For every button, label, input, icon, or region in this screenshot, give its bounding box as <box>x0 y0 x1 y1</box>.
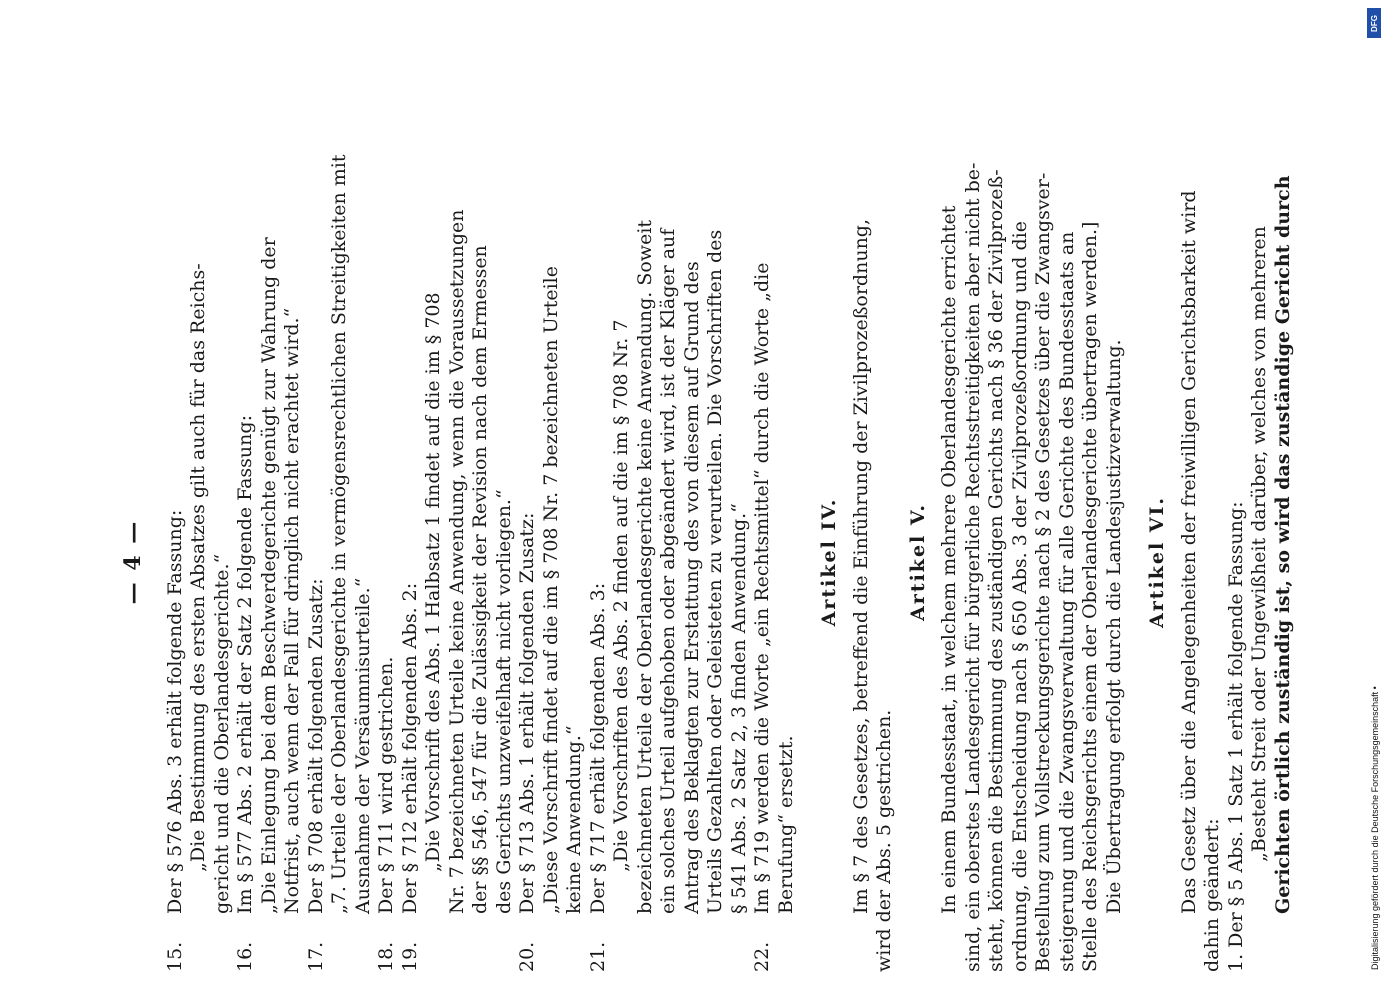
amendment-line <box>728 152 752 972</box>
article-6-line: 1. Der § 5 Abs. 1 Satz 1 erhält folgende Fassung: <box>1224 501 1247 972</box>
amendment-line <box>328 152 352 972</box>
amendment-line <box>469 152 493 972</box>
amendment-line <box>610 152 634 972</box>
amendment-text: „Diese Vorschrift findet auf die im § 708 Nr. 7 bezeichneten Urteile <box>539 265 562 914</box>
article-4-line-2: wird der Abs. 5 gestrichen. <box>873 709 895 972</box>
amendment-line <box>164 152 188 972</box>
page-content <box>110 152 1294 972</box>
amendment-number: 17. <box>304 941 327 972</box>
amendment-line <box>305 152 329 972</box>
amendment-number: 18. <box>375 941 397 972</box>
amendment-text: des Gerichts unzweifelhaft nicht vorliegen.“ <box>492 489 515 914</box>
article-4-line-1: Im § 7 des Gesetzes, betreffend die Einführung der Zivilprozeßordnung, <box>849 218 872 914</box>
article-6-heading: Artikel VI. <box>1146 495 1168 629</box>
amendment-line <box>634 152 658 972</box>
amendment-line <box>704 152 728 972</box>
dfg-logo-text: DFG <box>1369 14 1379 32</box>
article-5-line: sind, ein oberstes Landesgericht für bürgerliche Rechtsstreitigkeiten aber nicht be- <box>961 162 984 972</box>
amendment-text: „Die Vorschriften des Abs. 2 finden auf die im § 708 Nr. 7 <box>610 319 632 872</box>
amendment-text: „7. Urteile der Oberlandesgerichte in vermögensrechtlichen Streitigkeiten mit <box>328 154 350 914</box>
amendment-line <box>540 152 564 972</box>
amendment-line <box>516 152 540 972</box>
article-6-line: dahin geändert: <box>1201 818 1223 972</box>
amendment-line <box>681 152 705 972</box>
article-5-line: ordnung, die Entscheidung nach § 650 Abs. 3 der Zivilprozeßordnung und die <box>1008 221 1031 972</box>
article-5-line: In einem Bundesstaat, in welchem mehrere Oberlandesgerichte errichtet <box>938 205 960 914</box>
article-5-line: Stelle des Reichsgerichts einem der Oberlandesgerichte übertragen werden.] <box>1079 221 1101 972</box>
amendment-line <box>493 152 517 972</box>
amendment-number: 16. <box>234 941 256 972</box>
amendment-number: 22. <box>751 941 773 972</box>
digitization-notice: Digitalisierung gefördert durch die Deutsche Forschungsgemeinschaft • <box>1370 686 1380 970</box>
article-6-line: „Besteht Streit oder Ungewißheit darüber, welches von mehreren <box>1248 226 1270 862</box>
amendment-line <box>352 152 376 972</box>
amendment-line <box>775 152 799 972</box>
article-4-heading: Artikel IV. <box>818 497 840 627</box>
amendment-line <box>751 152 775 972</box>
amendment-line <box>399 152 423 972</box>
amendment-text: „Die Vorschrift des Abs. 1 Halbsatz 1 findet auf die im § 708 <box>422 292 444 872</box>
amendment-text: ein solches Urteil aufgehoben oder abgeändert wird, ist der Kläger auf <box>657 228 679 914</box>
amendment-text: Der § 576 Abs. 3 erhält folgende Fassung: <box>163 509 186 914</box>
amendment-number: 20. <box>516 941 538 972</box>
amendment-text: „Die Bestimmung des ersten Absatzes gilt auch für das Reichs- <box>187 263 209 872</box>
amendment-line <box>446 152 470 972</box>
amendment-text: Der § 717 erhält folgenden Abs. 3: <box>586 582 609 914</box>
amendment-text: Der § 711 wird gestrichen. <box>375 656 397 914</box>
amendment-line <box>375 152 399 972</box>
amendment-text: Der § 708 erhält folgenden Zusatz: <box>304 578 327 914</box>
amendment-text: Urteils Gezahlten oder Geleisteten zu verurteilen. Die Vorschriften des <box>704 229 726 914</box>
article-5-line: Die Übertragung erfolgt durch die Landesjustizverwaltung. <box>1102 339 1125 914</box>
amendment-text: Der § 712 erhält folgenden Abs. 2: <box>398 582 421 914</box>
amendment-text: Ausnahme der Versäumnisurteile.“ <box>351 577 374 914</box>
amendment-text: Der § 713 Abs. 1 erhält folgenden Zusatz: <box>516 512 538 914</box>
amendment-line <box>258 152 282 972</box>
amendment-text: der §§ 546, 547 für die Zulässigkeit der Revision nach dem Ermessen <box>469 245 491 914</box>
article-6-line: Gerichten örtlich zuständig ist, so wird das zuständige Gericht durch <box>1271 175 1294 914</box>
amendment-line <box>563 152 587 972</box>
article-5-line: steigerung und die Zwangsverwaltung für alle Gerichte des Bundesstaats an <box>1055 231 1078 972</box>
amendment-text: Berufung“ ersetzt. <box>774 735 797 914</box>
amendment-line <box>657 152 681 972</box>
amendment-line <box>234 152 258 972</box>
amendment-text: bezeichneten Urteile der Oberlandesgerichte keine Anwendung. Soweit <box>633 219 656 914</box>
article-5-line: Bestellung zum Vollstreckungsgerichte nach § 2 des Gesetzes über die Zwangsver- <box>1032 172 1054 972</box>
amendment-text: keine Anwendung.“ <box>563 725 585 914</box>
dfg-logo <box>1367 8 1381 38</box>
amendment-number: 15. <box>163 941 186 972</box>
amendment-text: Im § 719 werden die Worte „ein Rechtsmittel“ durch die Worte „die <box>751 262 773 914</box>
amendment-list <box>164 152 799 972</box>
amendment-number: 21. <box>586 941 609 972</box>
amendment-line <box>211 152 235 972</box>
amendment-line <box>281 152 305 972</box>
article-6-line: Das Gesetz über die Angelegenheiten der freiwilligen Gerichtsbarkeit wird <box>1177 190 1200 914</box>
amendment-text: gericht und die Oberlandesgerichte.“ <box>210 553 233 914</box>
article-5-line: steht, können die Bestimmung des zuständigen Gerichts nach § 36 der Zivilprozeß- <box>985 169 1007 972</box>
amendment-number: 19. <box>398 941 421 972</box>
amendment-text: Nr. 7 bezeichneten Urteile keine Anwendung, wenn die Voraussetzungen <box>445 209 468 914</box>
article-5-heading: Artikel V. <box>906 503 929 621</box>
amendment-line <box>187 152 211 972</box>
amendment-text: Im § 577 Abs. 2 erhält der Satz 2 folgende Fassung: <box>234 415 256 914</box>
amendment-text: § 541 Abs. 2 Satz 2, 3 finden Anwendung.“ <box>727 503 750 914</box>
amendment-line <box>587 152 611 972</box>
amendment-line <box>422 152 446 972</box>
amendment-text: „Die Einlegung bei dem Beschwerdegerichte genügt zur Wahrung der <box>257 237 280 914</box>
amendment-text: Antrag des Beklagten zur Erstattung des von diesem auf Grund des <box>680 261 703 914</box>
amendment-text: Notfrist, auch wenn der Fall für dringlich nicht erachtet wird.“ <box>281 307 303 914</box>
page-number: — 4 — <box>120 519 146 605</box>
